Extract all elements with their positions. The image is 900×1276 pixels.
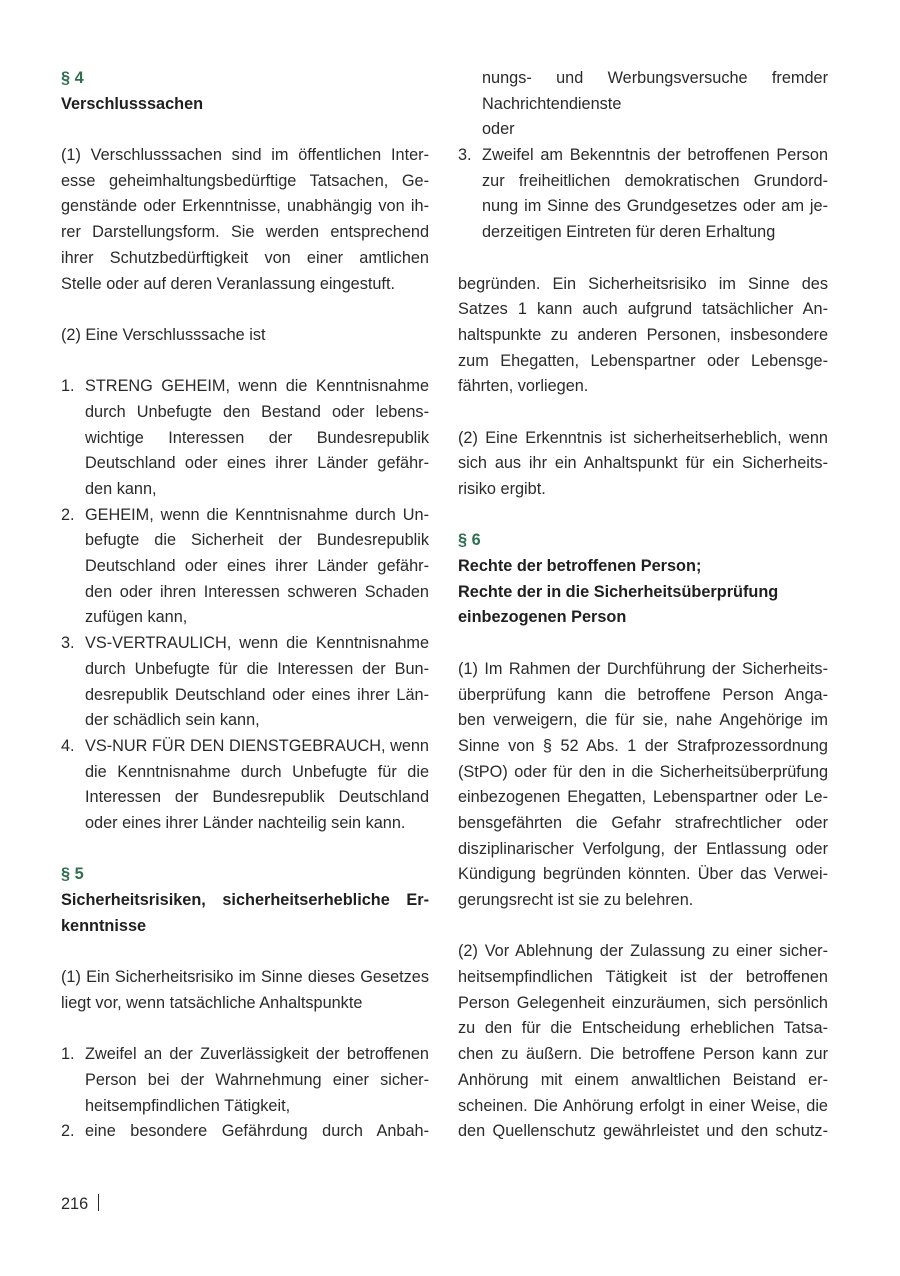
text-line: durch Unbefugte für die Interessen der Bun-	[85, 659, 429, 678]
list-number: 1.	[61, 377, 75, 396]
text-line: disziplinarischer Verfolgung, der Entlassung oder	[458, 839, 828, 858]
footer-divider	[98, 1194, 99, 1211]
title-line: Rechte der betroffenen Person;	[458, 557, 702, 576]
section-5-paragraph-1	[61, 965, 429, 1016]
list-number: 1.	[61, 1045, 75, 1064]
text-line: Deutschland oder eines ihrer Länder gefähr-	[85, 454, 429, 473]
text-line: gerungsrecht ist sie zu belehren.	[458, 891, 694, 909]
page-footer	[61, 1192, 99, 1217]
text-line: zu den für die Entscheidung erheblichen Tatsa-	[458, 1019, 828, 1038]
text-line: durch Unbefugte den Bestand oder lebens-	[85, 402, 429, 421]
text-line: derzeitigen Eintreten für deren Erhaltung	[482, 223, 776, 242]
text-line: oder eines ihrer Länder nachteilig sein kann.	[85, 813, 406, 832]
text-line: ben verweigern, die für sie, nahe Angehörige im	[458, 711, 828, 730]
text-line: bensgefährten die Gefahr strafrechtlicher oder	[458, 813, 828, 832]
list-item	[458, 143, 828, 246]
text-line: den oder ihren Interessen schweren Schaden	[85, 582, 429, 601]
section-6-paragraph-1	[458, 657, 828, 914]
section-6-title	[458, 554, 828, 631]
text-line: eine besondere Gefährdung durch Anbah-	[85, 1122, 429, 1141]
text-line: risiko ergibt.	[458, 480, 546, 498]
text-line: Stelle oder auf deren Veranlassung eingestuft.	[61, 274, 395, 293]
text-line: (1) Im Rahmen der Durchführung der Sicherheits-	[458, 659, 828, 678]
text-line: (1) Ein Sicherheitsrisiko im Sinne dieses Gesetzes	[61, 968, 429, 987]
title-line: einbezogenen Person	[458, 608, 627, 627]
text-line: haltspunkte zu anderen Personen, insbesondere	[458, 325, 828, 344]
text-line: heitsempfindlichen Tätigkeit ist der betroffenen	[458, 968, 828, 987]
list-item	[61, 1042, 429, 1119]
text-line: heitsempfindlichen Tätigkeit,	[85, 1096, 291, 1115]
text-line: der schädlich sein kann,	[85, 711, 260, 730]
list-item	[61, 631, 429, 734]
section-4-title: Verschlusssachen	[61, 94, 204, 113]
text-line: esse geheimhaltungsbedürftige Tatsachen, Ge-	[61, 171, 429, 190]
text-line: Sinne von § 52 Abs. 1 der Strafprozessordnung	[458, 736, 828, 755]
text-line: Zweifel am Bekenntnis der betroffenen Person	[482, 146, 828, 165]
title-line: kenntnisse	[61, 916, 147, 935]
text-line: wichtige Interessen der Bundesrepublik	[85, 428, 429, 447]
title-line: Sicherheitsrisiken, sicherheitserhebliche Er-	[61, 891, 429, 909]
text-line: Interessen der Bundesrepublik Deutschland	[85, 788, 429, 807]
text-line: Zweifel an der Zuverlässigkeit der betroffenen	[85, 1045, 429, 1064]
text-line: GEHEIM, wenn die Kenntnisnahme durch Un-	[85, 505, 429, 524]
text-line: (2) Vor Ablehnung der Zulassung zu einer sicher-	[458, 942, 828, 961]
text-line: nungs- und Werbungsversuche fremder	[482, 69, 828, 87]
text-line: überprüfung kann die betroffene Person Anga-	[458, 685, 828, 704]
section-4-paragraph-1	[61, 143, 429, 297]
title-line: Rechte der in die Sicherheitsüberprüfung	[458, 582, 779, 601]
text-line: einbezogenen Ehegatten, Lebenspartner oder Le-	[458, 788, 828, 807]
section-5-title	[61, 888, 429, 939]
text-line: scheinen. Die Anhörung erfolgt in einer Weise, die	[458, 1096, 828, 1115]
section-5-list	[61, 1042, 429, 1145]
text-line: (2) Eine Erkenntnis ist sicherheitserheblich, wenn	[458, 428, 828, 447]
section-5-number: § 5	[61, 865, 84, 884]
text-line: rer Darstellungsform. Sie werden entsprechend	[61, 223, 429, 242]
text-line: begründen. Ein Sicherheitsrisiko im Sinne des	[458, 274, 828, 293]
text-line: desrepublik Deutschland oder eines ihrer Län-	[85, 685, 429, 704]
text-line: Person bei der Wahrnehmung einer sicher-	[85, 1070, 429, 1089]
right-column	[458, 66, 828, 1145]
text-line: nung im Sinne des Grundgesetzes oder am je-	[482, 197, 828, 216]
list-item	[61, 503, 429, 631]
text-line: genstände oder Erkenntnisse, unabhängig von ih-	[61, 197, 429, 216]
list-number: 3.	[61, 634, 75, 653]
text-line: STRENG GEHEIM, wenn die Kenntnisnahme	[85, 377, 429, 396]
section-4-paragraph-2: (2) Eine Verschlusssache ist	[61, 325, 266, 344]
page-number: 216	[61, 1195, 89, 1213]
section-5-paragraph-continuation	[458, 272, 828, 400]
text-line: zufügen kann,	[85, 608, 188, 627]
text-line: zur freiheitlichen demokratischen Grundord-	[482, 171, 828, 190]
text-line: Nachrichtendienste	[482, 94, 622, 113]
text-line: liegt vor, wenn tatsächliche Anhaltspunkte	[61, 993, 363, 1012]
text-line: oder	[482, 120, 515, 139]
text-line: fährten, vorliegen.	[458, 377, 589, 396]
text-line: Deutschland oder eines ihrer Länder gefähr-	[85, 557, 429, 576]
section-6-paragraph-2	[458, 939, 828, 1145]
section-4-list	[61, 374, 429, 836]
text-line: Kündigung begründen könnten. Über das Verwei-	[458, 865, 828, 884]
text-line: den Quellenschutz gewährleistet und den schutz-	[458, 1122, 828, 1141]
text-line: VS-NUR FÜR DEN DIENSTGEBRAUCH, wenn	[85, 736, 429, 755]
text-line: (StPO) oder für den in die Sicherheitsüberprüfung	[458, 762, 828, 781]
text-line: Person Gelegenheit einzuräumen, sich persönlich	[458, 993, 828, 1012]
list-item	[61, 734, 429, 837]
section-5-paragraph-2	[458, 426, 828, 503]
list-number: 4.	[61, 736, 75, 755]
left-column	[61, 66, 429, 1145]
list-item	[61, 1119, 429, 1145]
text-line: die Kenntnisnahme durch Unbefugte für die	[85, 762, 429, 781]
list-number: 2.	[61, 505, 75, 524]
section-4-number: § 4	[61, 69, 84, 87]
list-item	[61, 374, 429, 502]
text-line: den kann,	[85, 480, 157, 498]
text-line: zum Ehegatten, Lebenspartner oder Lebensge-	[458, 351, 828, 370]
text-line: befugte die Sicherheit der Bundesrepublik	[85, 531, 429, 550]
list-item-continuation	[458, 66, 828, 143]
text-line: sich aus ihr ein Anhaltspunkt für ein Sicherheits-	[458, 454, 828, 473]
text-line: chen zu äußern. Die betroffene Person kann zur	[458, 1045, 828, 1064]
text-line: (1) Verschlusssachen sind im öffentlichen Inter-	[61, 146, 429, 165]
section-6-number: § 6	[458, 531, 481, 550]
list-number: 2.	[61, 1122, 75, 1141]
text-line: Satzes 1 kann auch aufgrund tatsächlicher An-	[458, 300, 828, 319]
list-number: 3.	[458, 146, 472, 165]
text-line: ihrer Schutzbedürftigkeit von einer amtlichen	[61, 248, 429, 267]
text-line: VS-VERTRAULICH, wenn die Kenntnisnahme	[85, 634, 429, 653]
text-line: Anhörung mit einem anwaltlichen Beistand er-	[458, 1070, 828, 1089]
